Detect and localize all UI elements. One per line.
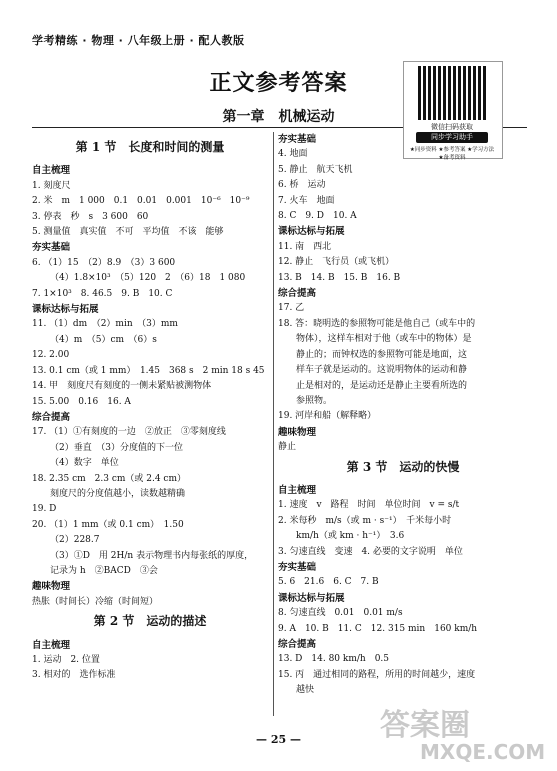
answer-line: 13. B 14. B 15. B 16. B <box>278 272 401 283</box>
answer-line: 13. 0.1 cm（或 1 mm） 1.45 368 s 2 min 18 s 45 <box>32 365 265 376</box>
answer-line: 15. 丙 通过相同的路程，所用的时间越少，速度 <box>278 669 476 680</box>
subsection-label: 综合提高 <box>32 411 71 423</box>
answer-line: 3. 匀速直线 变速 4. 必要的文字说明 单位 <box>278 546 463 557</box>
answer-continuation: 参照物。 <box>296 395 333 406</box>
subsection-label: 自主梳理 <box>32 639 71 651</box>
answer-line: 4. 地面 <box>278 149 308 160</box>
answer-line: 11. （1）dm （2）min （3）mm <box>32 319 178 330</box>
qr-badge: 同步学习助手 <box>416 132 488 143</box>
answer-continuation: km/h（或 km · h⁻¹） 3.6 <box>296 531 405 542</box>
section-heading: 第 2 节 运动的描述 <box>93 614 207 629</box>
answer-line: 7. 火车 地面 <box>278 195 335 206</box>
answer-continuation: （2）垂直 （3）分度值的下一位 <box>50 442 183 453</box>
subsection-label: 夯实基础 <box>32 242 71 254</box>
answer-line: 17. 乙 <box>278 303 305 314</box>
answer-line: 5. 测量值 真实值 不可 平均值 不该 能够 <box>32 227 224 238</box>
watermark-logo: 答案圈 <box>380 708 470 743</box>
answer-continuation: 止是相对的，是运动还是静止主要看所选的 <box>296 380 468 391</box>
answer-continuation: 越快 <box>296 685 315 696</box>
answer-line: 7. 1×10³ 8. 46.5 9. B 10. C <box>32 288 173 299</box>
column-divider <box>273 132 274 716</box>
qr-scan-text: 微信扫码获取 <box>431 123 473 131</box>
answer-line: 1. 刻度尺 <box>32 180 71 191</box>
answer-line: 12. 2.00 <box>32 350 70 361</box>
answer-line: 20. （1）1 mm（或 0.1 cm） 1.50 <box>32 519 184 530</box>
qr-code-icon <box>418 66 486 120</box>
book-header: 学考精练 · 物理 · 八年级上册 · 配人教版 <box>32 34 245 47</box>
page-number: — 25 — <box>256 733 301 746</box>
section-heading: 第 3 节 运动的快慢 <box>346 459 460 474</box>
answer-continuation: 静止的；而钟权选的参照物可能是地面，这 <box>296 349 468 360</box>
answer-line: 17. （1）①有刻度的一边 ②放正 ③零刻度线 <box>32 427 226 438</box>
answer-line: 13. D 14. 80 km/h 0.5 <box>278 654 390 665</box>
answer-line: 19. D <box>32 504 57 515</box>
answer-continuation: 刻度尺的分度值越小，读数越精确 <box>50 488 186 499</box>
answer-line: 6. 桥 运动 <box>278 180 326 191</box>
answer-line: 6. （1）15 （2）8.9 （3）3 600 <box>32 257 176 268</box>
answer-continuation: （4）数字 单位 <box>50 458 119 469</box>
subsection-label: 课标达标与拓展 <box>32 304 99 316</box>
subsection-label: 课标达标与拓展 <box>278 592 345 604</box>
answer-continuation: （4）m （5）cm （6）s <box>50 334 157 345</box>
answer-line: 18. 答：晓明选的参照物可能是他自己（或车中的 <box>278 318 476 329</box>
left-column <box>32 136 268 684</box>
answer-line: 15. 5.00 0.16 16. A <box>32 396 131 407</box>
answer-line: 热胀（时间长）冷缩（时间短） <box>32 596 159 607</box>
answer-line: 3. 相对的 选作标准 <box>32 670 116 681</box>
subsection-label: 夯实基础 <box>278 561 317 573</box>
page-title: 正文参考答案 <box>209 71 348 96</box>
answer-line: 8. 匀速直线 0.01 0.01 m/s <box>278 608 403 619</box>
subsection-label: 夯实基础 <box>278 134 317 145</box>
answer-continuation: 记录为 h ②BACD ③会 <box>50 565 158 576</box>
answer-continuation: 样车子就是运动的。这说明物体的运动和静 <box>296 365 468 376</box>
answer-line: 14. 甲 刻度尺有刻度的一侧未紧贴被测物体 <box>32 381 212 392</box>
answer-line: 1. 速度 v 路程 时间 单位时间 v = s/t <box>278 500 460 511</box>
answer-line: 19. 河岸和船（解释略） <box>278 411 377 422</box>
answer-line: 9. A 10. B 11. C 12. 315 min 160 km/h <box>278 623 478 634</box>
section-heading: 第 1 节 长度和时间的测量 <box>75 140 225 154</box>
answer-line: 8. C 9. D 10. A <box>278 211 357 222</box>
subsection-label: 自主梳理 <box>278 484 317 496</box>
subsection-label: 自主梳理 <box>32 165 71 177</box>
answer-continuation: 物体），这样车相对于他（或车中的物体）是 <box>296 334 472 345</box>
answer-line: 2. 米每秒 m/s（或 m · s⁻¹） 千米每小时 <box>278 515 452 526</box>
answer-continuation: （4）1.8×10³ （5）120 2 （6）18 1 080 <box>50 273 246 284</box>
right-column <box>278 132 528 699</box>
subsection-label: 综合提高 <box>278 288 317 300</box>
answer-line: 12. 静止 飞行员（或飞机） <box>278 257 395 268</box>
answer-line: 2. 米 m 1 000 0.1 0.01 0.001 10⁻⁶ 10⁻⁹ <box>32 196 250 207</box>
subsection-label: 课标达标与拓展 <box>278 226 345 238</box>
answer-line: 11. 南 西北 <box>278 241 332 252</box>
qr-tags: ★同步资料 ★参考答案 ★学习方法 ★备考资料 <box>409 147 495 161</box>
answer-line: 5. 静止 航天飞机 <box>278 164 353 175</box>
answer-line: 静止 <box>278 442 297 453</box>
subsection-label: 趣味物理 <box>32 581 71 593</box>
subsection-label: 趣味物理 <box>278 426 317 438</box>
watermark-url: MXQE.COM <box>420 740 546 764</box>
answer-continuation: （3）①D 用 2H/n 表示物理书内每张纸的厚度， <box>50 550 254 561</box>
subsection-label: 综合提高 <box>278 639 317 650</box>
answer-continuation: （2）228.7 <box>50 535 100 546</box>
answer-line: 1. 运动 2. 位置 <box>32 655 100 665</box>
chapter-title: 第一章 机械运动 <box>222 109 335 125</box>
answer-line: 5. 6 21.6 6. C 7. B <box>278 577 379 588</box>
answer-line: 18. 2.35 cm 2.3 cm（或 2.4 cm） <box>32 473 187 484</box>
answer-line: 3. 停表 秒 s 3 600 60 <box>32 211 149 222</box>
